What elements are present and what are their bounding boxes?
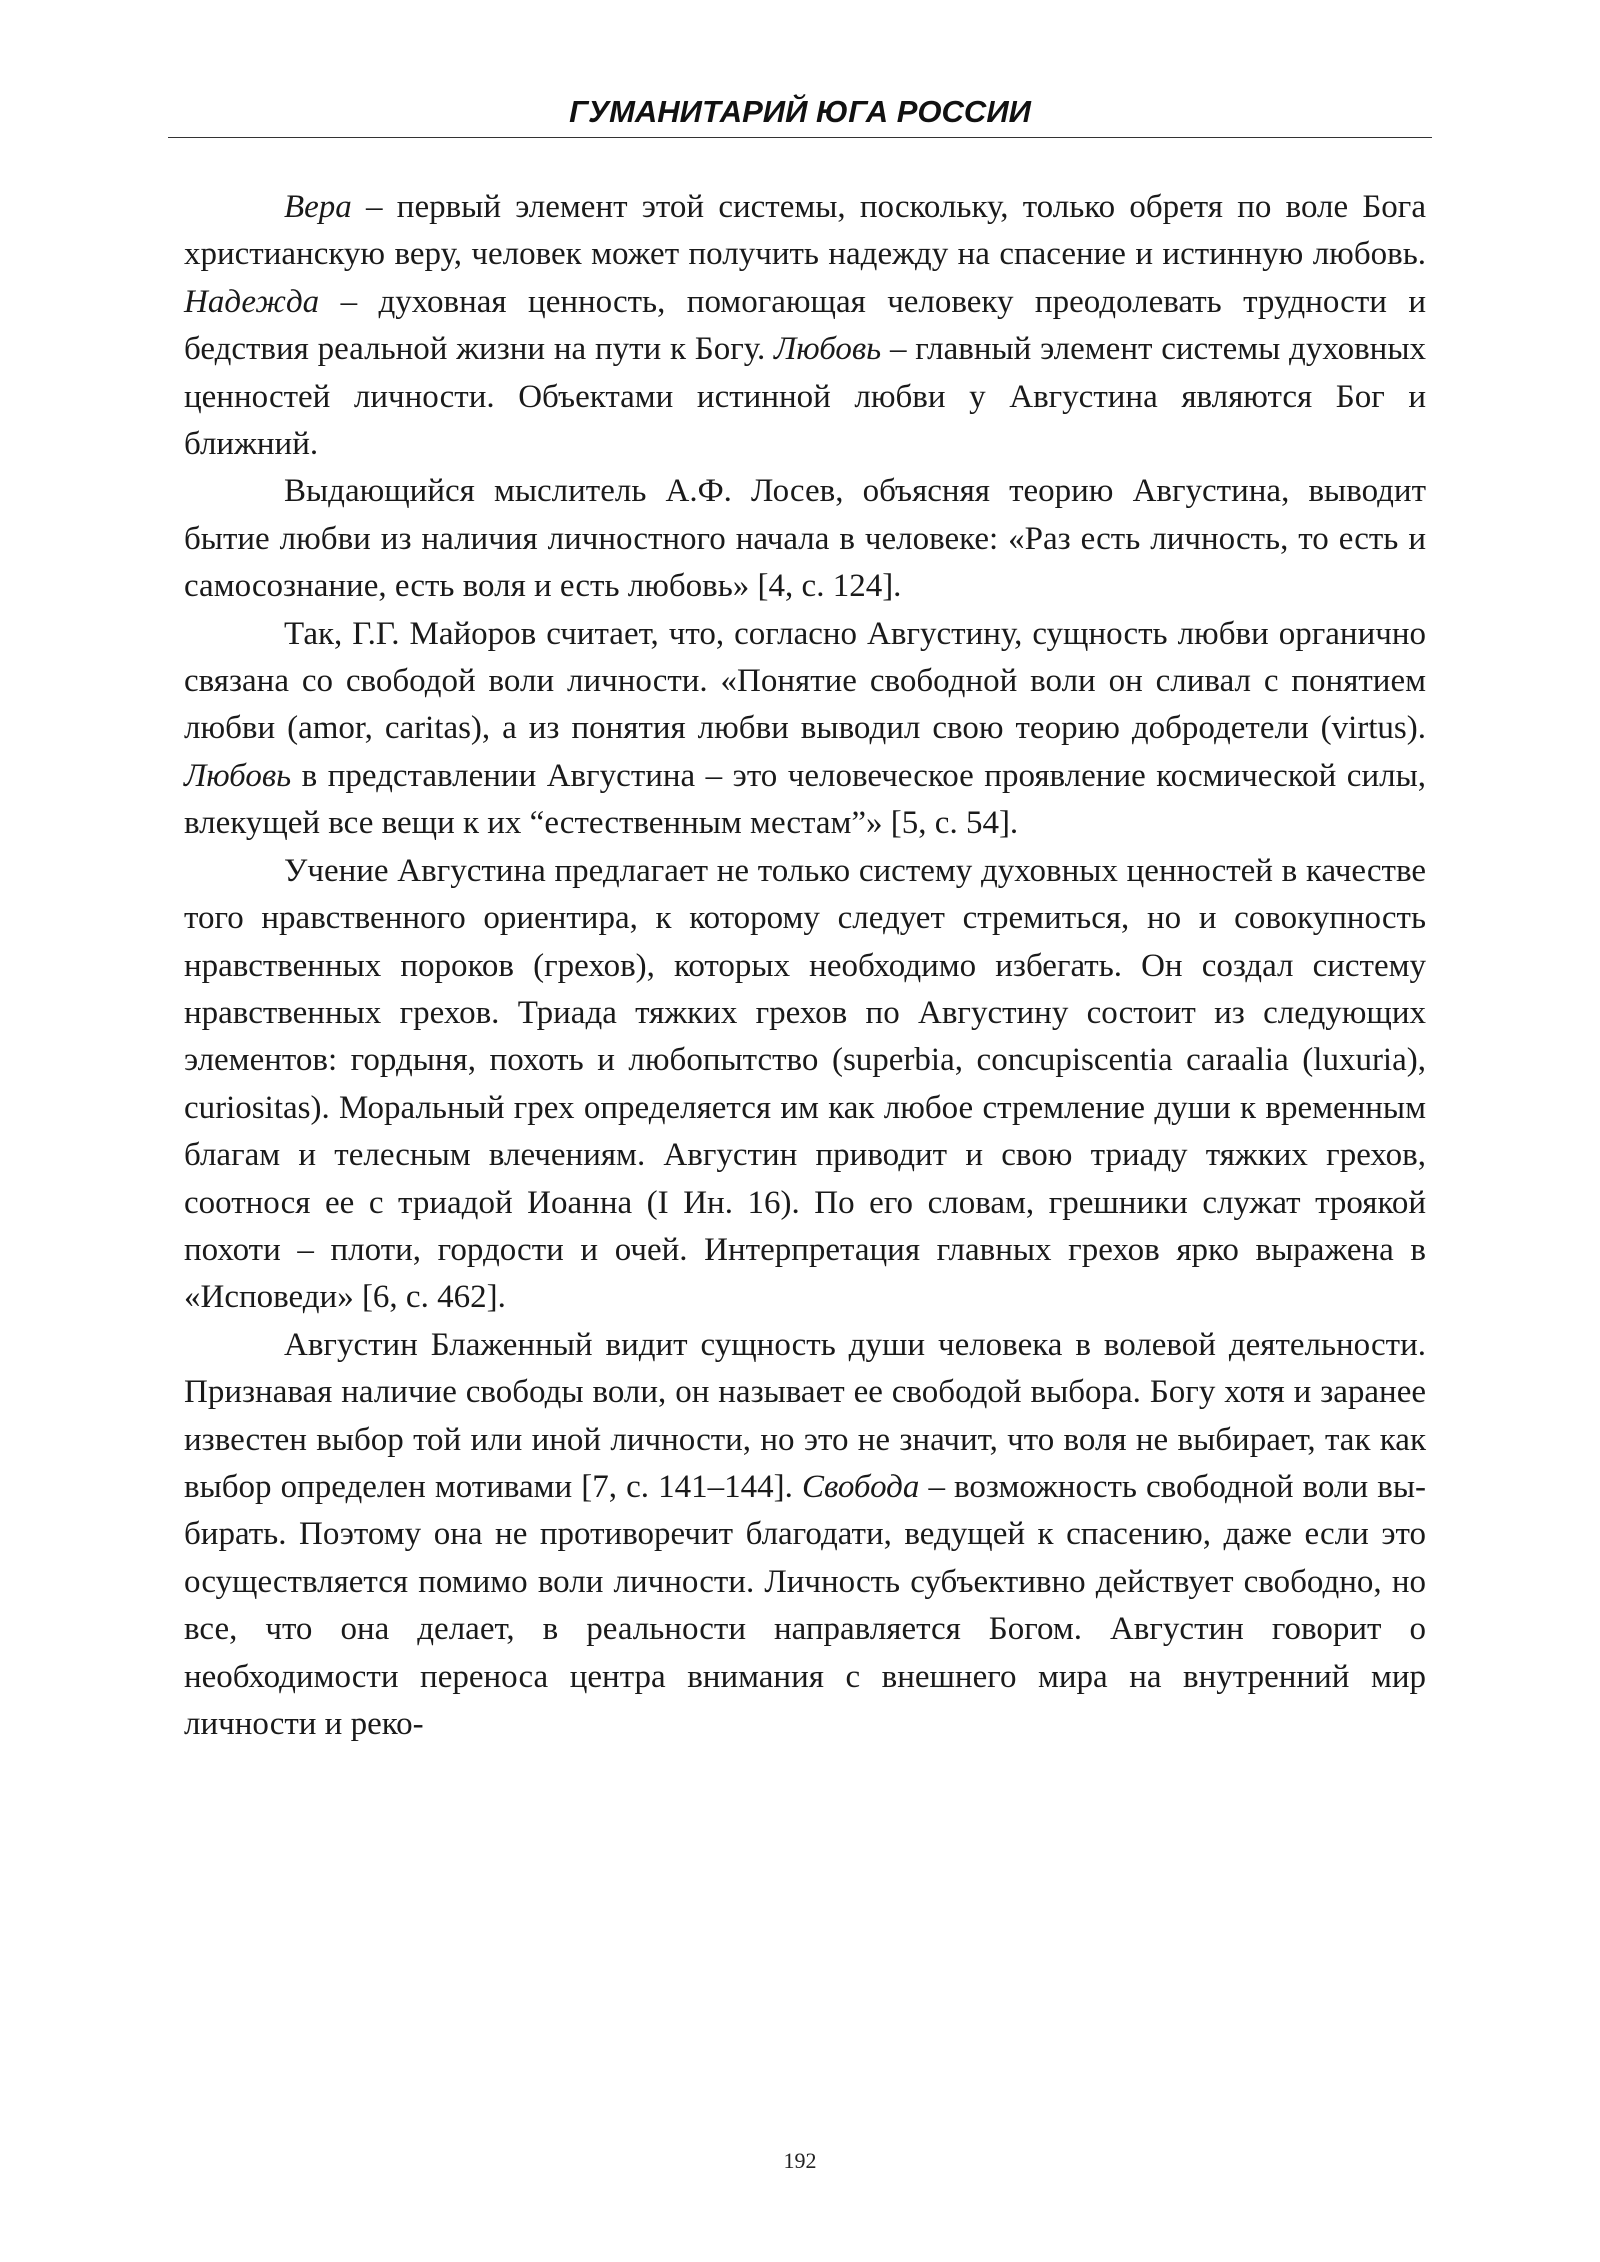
paragraph-3-text-a: Так, Г.Г. Майоров считает, что, согласно Августину, сущность любви органично связана со свободой воли личности. «Понятие свободной воли он сливал с понятием любви (amor, caritas), а из понятия любви выводил свою теорию добродетели (virtus). (184, 615, 1426, 747)
paragraph-5-text-b: – возможность свободной воли выбирать. Поэтому она не противоречит благодати, ведущей к спасению, даже если это осуществляется помимо воли личности. Личность субъективно действует свободно, но все, что она делает, в реальности направляется Богом. Августин говорит о необходимости переноса центра внимания с внешнего мира на внутренний мир личности и реко- (184, 1468, 1426, 1742)
paragraph-2: Выдающийся мыслитель А.Ф. Лосев, объясняя теорию Августина, выводит бытие любви из наличия личностного начала в человеке: «Раз есть личность, то есть и самосознание, есть воля и есть любовь» [4, с. 124]. (184, 473, 1426, 605)
article-body (184, 184, 1426, 1748)
term-freedom: Свобода (801, 1468, 920, 1505)
term-hope: Надежда (184, 283, 320, 320)
paragraph-1-text-c: – главный элемент системы духовных ценностей личности. Объектами истинной любви у Августина являются Бог и ближний. (184, 331, 1427, 463)
term-love: Любовь (774, 331, 882, 368)
journal-running-header: ГУМАНИТАРИЙ ЮГА РОССИИ (569, 94, 1031, 129)
paragraph-1-text-b: – духовная ценность, помогающая человеку преодолевать трудности и бедствия реальной жизни на пути к Богу. (184, 283, 1426, 368)
paragraph-4: Учение Августина предлагает не только систему духовных ценностей в качестве того нравственного ориентира, к которому следует стремиться, но и совокупность нравственных пороков (грехов), которых необходимо избегать. Он создал систему нравственных грехов. Триада тяжких грехов по Августину состоит из следующих элементов: гордыня, похоть и любопытство (superbia, concupiscentia caraalia (luxuria), curiositas). Моральный грех определяется им как любое стремление души к временным благам и телесным влечениям. Августин приводит и свою триаду тяжких грехов, соотнося ее с триадой Иоанна (I Ин. 16). По его словам, грешники служат троякой похоти – плоти, гордости и очей. Интерпретация главных грехов ярко выражена в «Исповеди» [6, с. 462]. (184, 852, 1426, 1316)
page-number: 192 (783, 2148, 817, 2173)
header-rule (168, 137, 1432, 138)
paragraph-3 (184, 611, 1426, 848)
paragraph-3-text-b: в представлении Августина – это человеческое проявление космической силы, влекущей все вещи к их “естественным местам”» [5, с. 54]. (184, 757, 1426, 842)
paragraph-1 (184, 184, 1426, 468)
term-love-2: Любовь (184, 757, 292, 794)
paragraph-5 (184, 1322, 1426, 1749)
paragraph-5-text-a: Августин Блаженный видит сущность души человека в волевой деятельности. Признавая наличие свободы воли, он называет ее свободой выбора. Богу хотя и заранее известен выбор той или иной личности, но это не значит, что воля не выбирает, так как выбор определен мотивами [7, с. 141–144]. (184, 1326, 1426, 1505)
paragraph-1-text-a: – первый элемент этой системы, поскольку, только обретя по воле Бога христианскую веру, человек может получить надежду на спасение и истинную любовь. (184, 189, 1426, 273)
term-faith: Вера (284, 189, 352, 225)
